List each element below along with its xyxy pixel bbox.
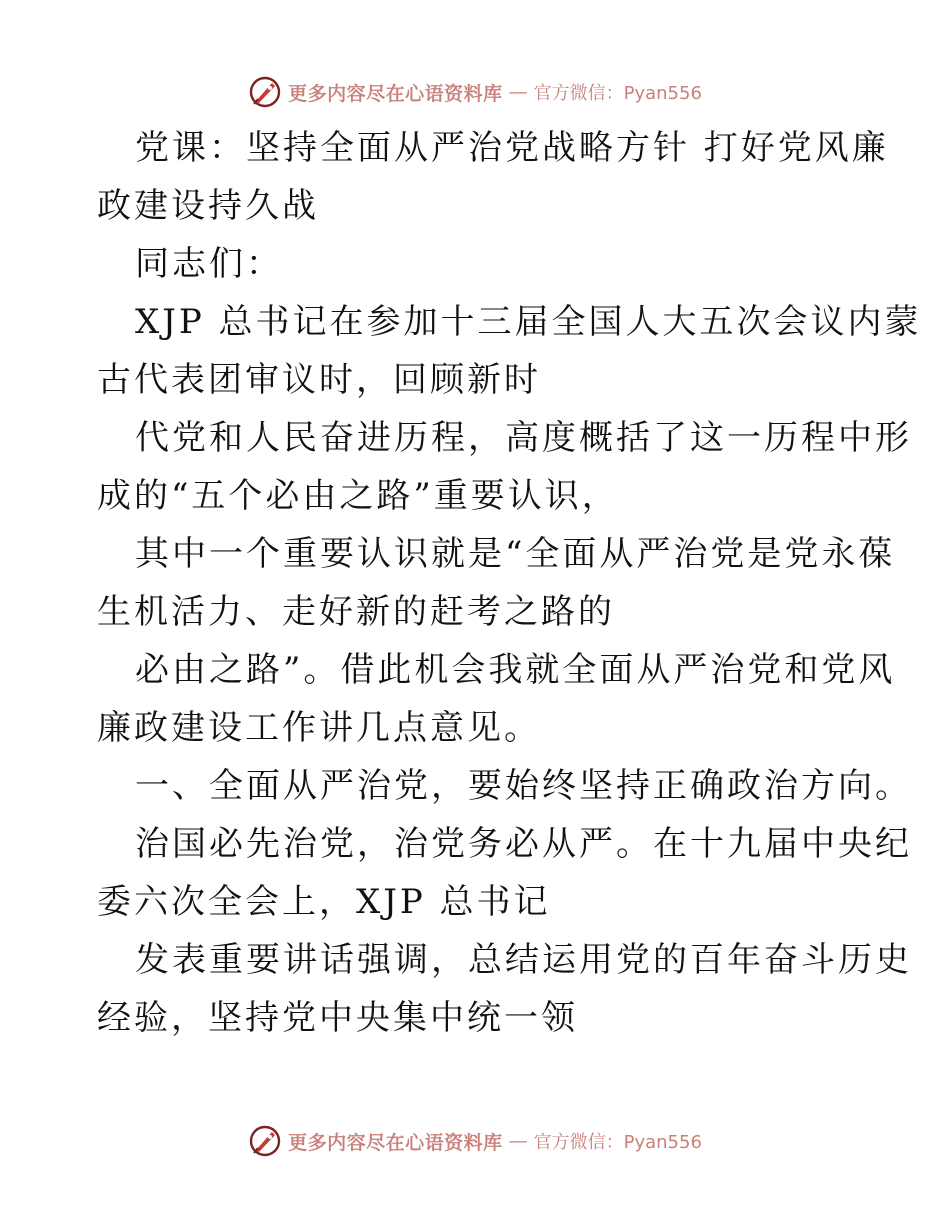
quill-logo-icon — [248, 1124, 282, 1158]
paragraph-line: 治国必先治党，治党务必从严。在十九届中央纪 — [135, 824, 912, 864]
footer-watermark — [0, 1121, 950, 1161]
quill-logo-icon — [248, 75, 282, 109]
paragraph-line: 生机活力、走好新的赶考之路的 — [97, 592, 615, 632]
paragraph-line: 必由之路”。借此机会我就全面从严治党和党风 — [135, 650, 896, 690]
header-watermark — [0, 72, 950, 112]
promo-dash: — — [508, 81, 528, 103]
paragraph-line: 成的“五个必由之路”重要认识， — [97, 476, 619, 516]
paragraph-line: 其中一个重要认识就是“全面从严治党是党永葆 — [135, 534, 896, 574]
promo-text: 更多内容尽在心语资料库 — [288, 1131, 503, 1154]
promo-text: 更多内容尽在心语资料库 — [288, 82, 503, 105]
title-line-2: 政建设持久战 — [97, 186, 319, 226]
paragraph-line: 经验，坚持党中央集中统一领 — [97, 998, 578, 1038]
paragraph-line: 代党和人民奋进历程，高度概括了这一历程中形 — [135, 418, 912, 458]
paragraph-line: 委六次全会上，XJP 总书记 — [97, 882, 551, 922]
wechat-text: 官方微信：Pyan556 — [533, 83, 702, 104]
greeting-line: 同志们： — [135, 244, 283, 284]
paragraph-line: XJP 总书记在参加十三届全国人大五次会议内蒙 — [135, 302, 922, 342]
title-line-1: 党课：坚持全面从严治党战略方针 打好党风廉 — [135, 128, 889, 168]
section-heading: 一、全面从严治党，要始终坚持正确政治方向。 — [135, 766, 912, 806]
paragraph-line: 古代表团审议时，回顾新时 — [97, 360, 541, 400]
promo-dash: — — [508, 1130, 528, 1152]
wechat-text: 官方微信：Pyan556 — [533, 1132, 702, 1153]
paragraph-line: 廉政建设工作讲几点意见。 — [97, 708, 541, 748]
paragraph-line: 发表重要讲话强调，总结运用党的百年奋斗历史 — [135, 940, 912, 980]
